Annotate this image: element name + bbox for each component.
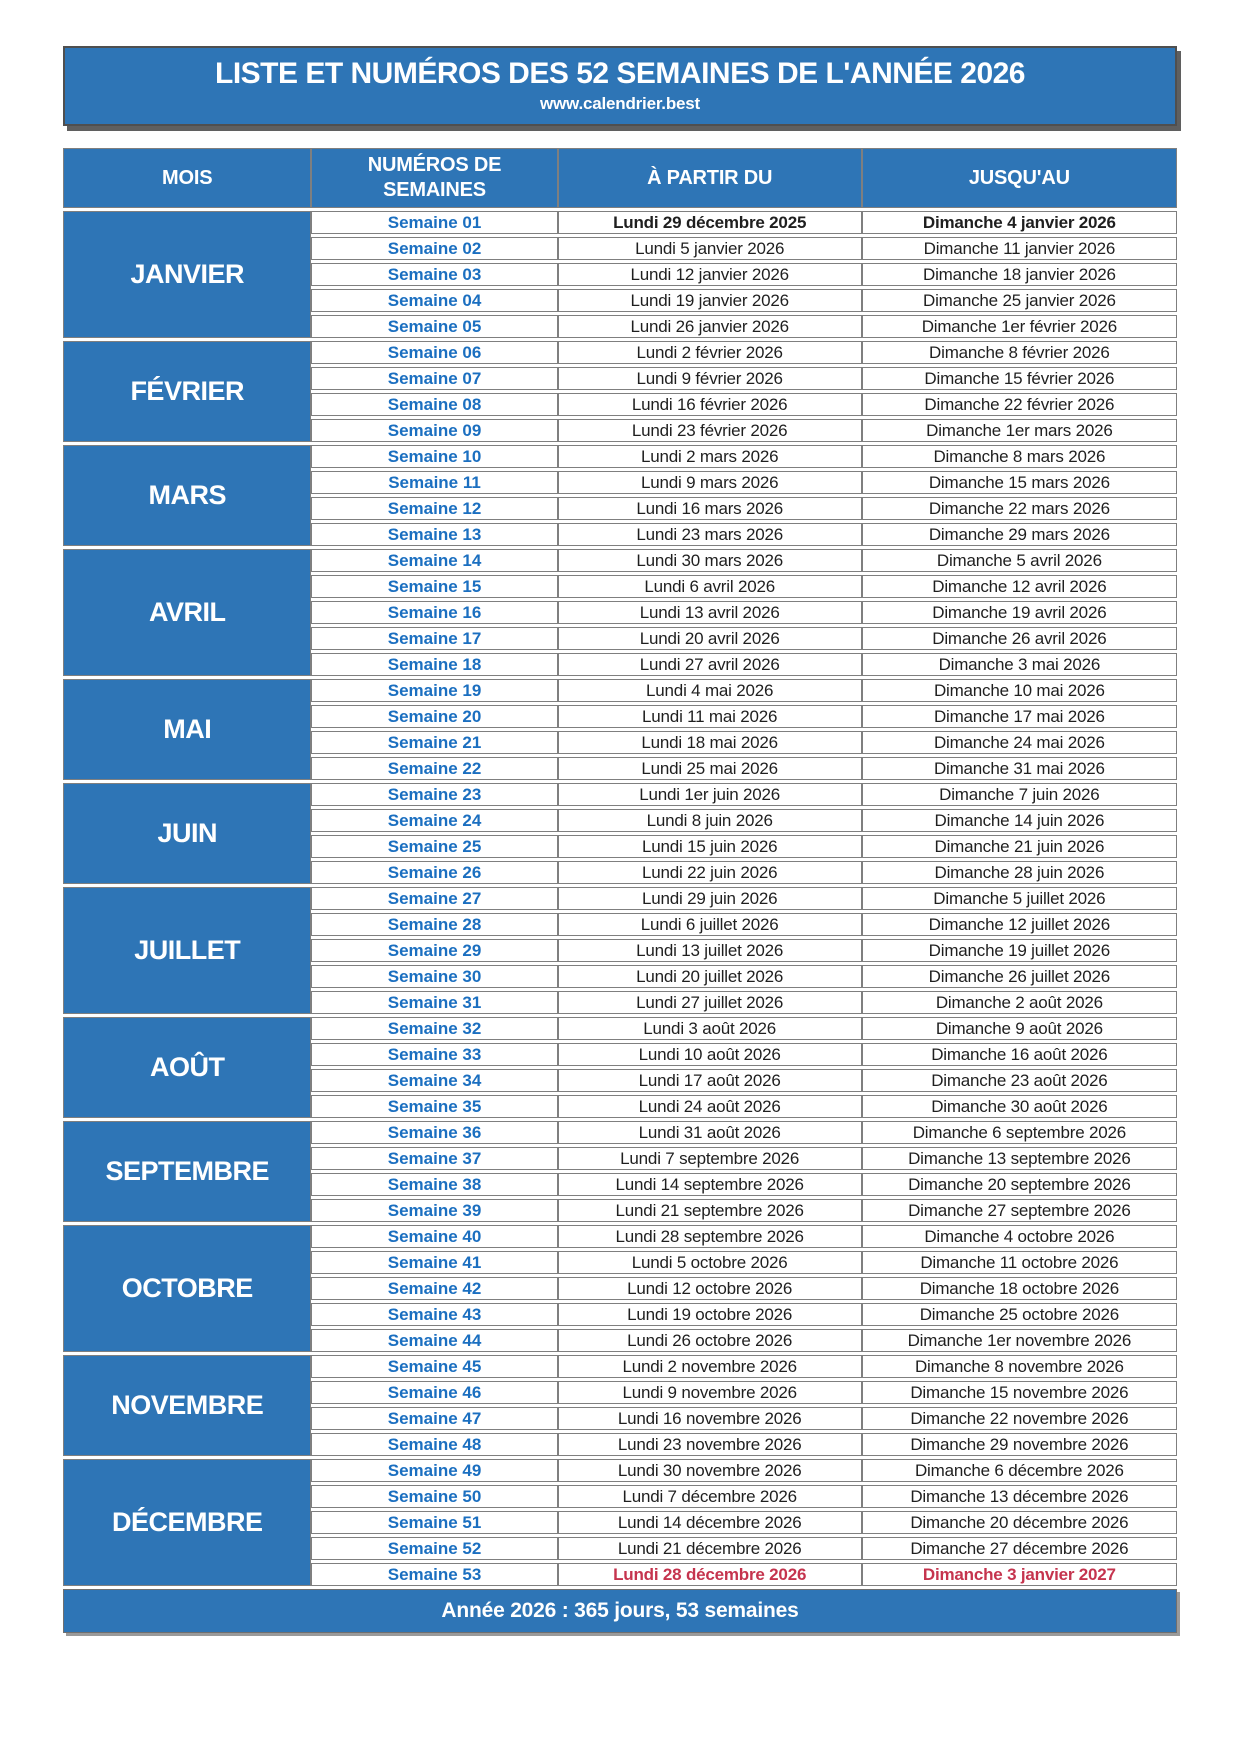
table-header-row xyxy=(63,148,1177,208)
week-number-link[interactable]: Semaine 09 xyxy=(311,419,557,442)
week-end-date: Dimanche 22 mars 2026 xyxy=(862,497,1177,520)
page-title: LISTE ET NUMÉROS DES 52 SEMAINES DE L'ANNÉE 2026 xyxy=(215,57,1025,90)
week-row xyxy=(63,1017,1177,1040)
week-number-link[interactable]: Semaine 21 xyxy=(311,731,557,754)
week-number-link[interactable]: Semaine 48 xyxy=(311,1433,557,1456)
table-header-to: JUSQU'AU xyxy=(862,148,1177,208)
week-start-date: Lundi 14 septembre 2026 xyxy=(558,1173,862,1196)
week-number-link[interactable]: Semaine 47 xyxy=(311,1407,557,1430)
week-end-date: Dimanche 26 juillet 2026 xyxy=(862,965,1177,988)
week-start-date: Lundi 23 novembre 2026 xyxy=(558,1433,862,1456)
week-start-date: Lundi 9 février 2026 xyxy=(558,367,862,390)
week-start-date: Lundi 9 mars 2026 xyxy=(558,471,862,494)
week-start-date: Lundi 26 janvier 2026 xyxy=(558,315,862,338)
week-number-link[interactable]: Semaine 51 xyxy=(311,1511,557,1534)
week-end-date: Dimanche 8 novembre 2026 xyxy=(862,1355,1177,1378)
week-start-date: Lundi 27 avril 2026 xyxy=(558,653,862,676)
week-number-link[interactable]: Semaine 41 xyxy=(311,1251,557,1274)
week-end-date: Dimanche 11 janvier 2026 xyxy=(862,237,1177,260)
week-end-date: Dimanche 1er février 2026 xyxy=(862,315,1177,338)
week-number-link[interactable]: Semaine 35 xyxy=(311,1095,557,1118)
week-start-date: Lundi 8 juin 2026 xyxy=(558,809,862,832)
week-end-date: Dimanche 8 mars 2026 xyxy=(862,445,1177,468)
week-start-date: Lundi 7 décembre 2026 xyxy=(558,1485,862,1508)
week-number-link[interactable]: Semaine 34 xyxy=(311,1069,557,1092)
week-start-date: Lundi 7 septembre 2026 xyxy=(558,1147,862,1170)
week-start-date: Lundi 19 janvier 2026 xyxy=(558,289,862,312)
week-end-date: Dimanche 18 janvier 2026 xyxy=(862,263,1177,286)
week-end-date: Dimanche 27 septembre 2026 xyxy=(862,1199,1177,1222)
month-cell-fevrier: FÉVRIER xyxy=(63,341,311,442)
week-row xyxy=(63,1459,1177,1482)
week-start-date: Lundi 23 février 2026 xyxy=(558,419,862,442)
week-number-link[interactable]: Semaine 30 xyxy=(311,965,557,988)
week-end-date: Dimanche 18 octobre 2026 xyxy=(862,1277,1177,1300)
week-number-link[interactable]: Semaine 31 xyxy=(311,991,557,1014)
week-start-date: Lundi 29 juin 2026 xyxy=(558,887,862,910)
week-number-link[interactable]: Semaine 15 xyxy=(311,575,557,598)
week-number-link[interactable]: Semaine 01 xyxy=(311,211,557,234)
week-end-date: Dimanche 5 juillet 2026 xyxy=(862,887,1177,910)
week-number-link[interactable]: Semaine 16 xyxy=(311,601,557,624)
week-end-date: Dimanche 14 juin 2026 xyxy=(862,809,1177,832)
week-row xyxy=(63,1121,1177,1144)
week-start-date: Lundi 21 décembre 2026 xyxy=(558,1537,862,1560)
week-row xyxy=(63,1355,1177,1378)
week-end-date: Dimanche 24 mai 2026 xyxy=(862,731,1177,754)
week-row xyxy=(63,887,1177,910)
week-end-date: Dimanche 1er mars 2026 xyxy=(862,419,1177,442)
week-end-date: Dimanche 8 février 2026 xyxy=(862,341,1177,364)
week-start-date: Lundi 1er juin 2026 xyxy=(558,783,862,806)
week-number-link[interactable]: Semaine 05 xyxy=(311,315,557,338)
week-row xyxy=(63,211,1177,234)
week-end-date: Dimanche 26 avril 2026 xyxy=(862,627,1177,650)
week-number-link[interactable]: Semaine 49 xyxy=(311,1459,557,1482)
week-number-link[interactable]: Semaine 20 xyxy=(311,705,557,728)
week-end-date: Dimanche 15 novembre 2026 xyxy=(862,1381,1177,1404)
week-number-link[interactable]: Semaine 50 xyxy=(311,1485,557,1508)
table-footer-row xyxy=(63,1589,1177,1633)
week-number-link[interactable]: Semaine 46 xyxy=(311,1381,557,1404)
week-start-date: Lundi 20 avril 2026 xyxy=(558,627,862,650)
week-end-date: Dimanche 20 décembre 2026 xyxy=(862,1511,1177,1534)
year-summary: Année 2026 : 365 jours, 53 semaines xyxy=(63,1589,1177,1633)
week-number-link[interactable]: Semaine 13 xyxy=(311,523,557,546)
week-end-date: Dimanche 27 décembre 2026 xyxy=(862,1537,1177,1560)
week-number-link[interactable]: Semaine 03 xyxy=(311,263,557,286)
week-start-date: Lundi 26 octobre 2026 xyxy=(558,1329,862,1352)
week-start-date: Lundi 24 août 2026 xyxy=(558,1095,862,1118)
week-start-date: Lundi 23 mars 2026 xyxy=(558,523,862,546)
week-start-date: Lundi 13 avril 2026 xyxy=(558,601,862,624)
week-start-date: Lundi 25 mai 2026 xyxy=(558,757,862,780)
week-end-date: Dimanche 2 août 2026 xyxy=(862,991,1177,1014)
week-end-date: Dimanche 3 mai 2026 xyxy=(862,653,1177,676)
week-end-date: Dimanche 16 août 2026 xyxy=(862,1043,1177,1066)
week-start-date: Lundi 6 avril 2026 xyxy=(558,575,862,598)
week-start-date: Lundi 12 octobre 2026 xyxy=(558,1277,862,1300)
week-end-date: Dimanche 25 janvier 2026 xyxy=(862,289,1177,312)
month-cell-novembre: NOVEMBRE xyxy=(63,1355,311,1456)
week-number-link[interactable]: Semaine 12 xyxy=(311,497,557,520)
week-number-link[interactable]: Semaine 22 xyxy=(311,757,557,780)
week-end-date: Dimanche 5 avril 2026 xyxy=(862,549,1177,572)
table-header-week-numbers: NUMÉROS DE SEMAINES xyxy=(311,148,557,208)
week-start-date: Lundi 3 août 2026 xyxy=(558,1017,862,1040)
week-number-link[interactable]: Semaine 07 xyxy=(311,367,557,390)
week-end-date: Dimanche 23 août 2026 xyxy=(862,1069,1177,1092)
week-start-date: Lundi 16 mars 2026 xyxy=(558,497,862,520)
week-start-date: Lundi 2 février 2026 xyxy=(558,341,862,364)
week-end-date: Dimanche 22 novembre 2026 xyxy=(862,1407,1177,1430)
week-start-date: Lundi 14 décembre 2026 xyxy=(558,1511,862,1534)
week-start-date: Lundi 11 mai 2026 xyxy=(558,705,862,728)
week-start-date: Lundi 15 juin 2026 xyxy=(558,835,862,858)
week-number-link[interactable]: Semaine 29 xyxy=(311,939,557,962)
week-start-date: Lundi 19 octobre 2026 xyxy=(558,1303,862,1326)
week-number-link[interactable]: Semaine 32 xyxy=(311,1017,557,1040)
website-link[interactable]: www.calendrier.best xyxy=(540,94,700,113)
month-cell-avril: AVRIL xyxy=(63,549,311,676)
week-row xyxy=(63,783,1177,806)
week-number-link[interactable]: Semaine 43 xyxy=(311,1303,557,1326)
week-end-date: Dimanche 7 juin 2026 xyxy=(862,783,1177,806)
week-start-date: Lundi 21 septembre 2026 xyxy=(558,1199,862,1222)
week-end-date: Dimanche 29 mars 2026 xyxy=(862,523,1177,546)
week-start-date: Lundi 22 juin 2026 xyxy=(558,861,862,884)
week-end-date: Dimanche 19 juillet 2026 xyxy=(862,939,1177,962)
week-number-link[interactable]: Semaine 40 xyxy=(311,1225,557,1248)
month-cell-mai: MAI xyxy=(63,679,311,780)
week-number-link[interactable]: Semaine 44 xyxy=(311,1329,557,1352)
week-number-link[interactable]: Semaine 42 xyxy=(311,1277,557,1300)
table-header-from: À PARTIR DU xyxy=(558,148,862,208)
week-number-link[interactable]: Semaine 14 xyxy=(311,549,557,572)
week-end-date: Dimanche 4 octobre 2026 xyxy=(862,1225,1177,1248)
week-start-date: Lundi 28 septembre 2026 xyxy=(558,1225,862,1248)
week-end-date: Dimanche 4 janvier 2026 xyxy=(862,211,1177,234)
week-end-date: Dimanche 17 mai 2026 xyxy=(862,705,1177,728)
week-number-link[interactable]: Semaine 25 xyxy=(311,835,557,858)
week-row xyxy=(63,549,1177,572)
week-end-date: Dimanche 30 août 2026 xyxy=(862,1095,1177,1118)
week-end-date: Dimanche 13 septembre 2026 xyxy=(862,1147,1177,1170)
week-row xyxy=(63,1225,1177,1248)
week-end-date: Dimanche 12 juillet 2026 xyxy=(862,913,1177,936)
week-start-date: Lundi 5 janvier 2026 xyxy=(558,237,862,260)
weeks-table xyxy=(63,145,1177,1636)
week-end-date: Dimanche 22 février 2026 xyxy=(862,393,1177,416)
week-number-link[interactable]: Semaine 11 xyxy=(311,471,557,494)
week-start-date: Lundi 16 février 2026 xyxy=(558,393,862,416)
week-end-date: Dimanche 6 septembre 2026 xyxy=(862,1121,1177,1144)
week-number-link[interactable]: Semaine 53 xyxy=(311,1563,557,1586)
week-end-date: Dimanche 15 février 2026 xyxy=(862,367,1177,390)
week-number-link[interactable]: Semaine 52 xyxy=(311,1537,557,1560)
month-cell-juillet: JUILLET xyxy=(63,887,311,1014)
week-number-link[interactable]: Semaine 02 xyxy=(311,237,557,260)
week-row xyxy=(63,341,1177,364)
month-cell-juin: JUIN xyxy=(63,783,311,884)
week-end-date: Dimanche 25 octobre 2026 xyxy=(862,1303,1177,1326)
week-number-link[interactable]: Semaine 06 xyxy=(311,341,557,364)
week-start-date: Lundi 29 décembre 2025 xyxy=(558,211,862,234)
week-start-date: Lundi 12 janvier 2026 xyxy=(558,263,862,286)
week-number-link[interactable]: Semaine 38 xyxy=(311,1173,557,1196)
week-number-link[interactable]: Semaine 18 xyxy=(311,653,557,676)
week-start-date: Lundi 5 octobre 2026 xyxy=(558,1251,862,1274)
week-end-date: Dimanche 6 décembre 2026 xyxy=(862,1459,1177,1482)
month-cell-septembre: SEPTEMBRE xyxy=(63,1121,311,1222)
week-start-date: Lundi 10 août 2026 xyxy=(558,1043,862,1066)
week-number-link[interactable]: Semaine 17 xyxy=(311,627,557,650)
week-number-link[interactable]: Semaine 27 xyxy=(311,887,557,910)
week-number-link[interactable]: Semaine 28 xyxy=(311,913,557,936)
month-cell-mars: MARS xyxy=(63,445,311,546)
week-end-date: Dimanche 29 novembre 2026 xyxy=(862,1433,1177,1456)
week-start-date: Lundi 28 décembre 2026 xyxy=(558,1563,862,1586)
week-end-date: Dimanche 12 avril 2026 xyxy=(862,575,1177,598)
week-start-date: Lundi 17 août 2026 xyxy=(558,1069,862,1092)
week-end-date: Dimanche 15 mars 2026 xyxy=(862,471,1177,494)
week-end-date: Dimanche 20 septembre 2026 xyxy=(862,1173,1177,1196)
week-number-link[interactable]: Semaine 10 xyxy=(311,445,557,468)
week-start-date: Lundi 31 août 2026 xyxy=(558,1121,862,1144)
week-end-date: Dimanche 13 décembre 2026 xyxy=(862,1485,1177,1508)
week-number-link[interactable]: Semaine 08 xyxy=(311,393,557,416)
week-number-link[interactable]: Semaine 04 xyxy=(311,289,557,312)
week-start-date: Lundi 30 novembre 2026 xyxy=(558,1459,862,1482)
month-cell-octobre: OCTOBRE xyxy=(63,1225,311,1352)
week-start-date: Lundi 16 novembre 2026 xyxy=(558,1407,862,1430)
week-start-date: Lundi 20 juillet 2026 xyxy=(558,965,862,988)
week-end-date: Dimanche 19 avril 2026 xyxy=(862,601,1177,624)
title-banner xyxy=(63,46,1177,126)
month-cell-decembre: DÉCEMBRE xyxy=(63,1459,311,1586)
week-end-date: Dimanche 1er novembre 2026 xyxy=(862,1329,1177,1352)
week-end-date: Dimanche 28 juin 2026 xyxy=(862,861,1177,884)
week-number-link[interactable]: Semaine 39 xyxy=(311,1199,557,1222)
week-number-link[interactable]: Semaine 24 xyxy=(311,809,557,832)
week-end-date: Dimanche 3 janvier 2027 xyxy=(862,1563,1177,1586)
week-end-date: Dimanche 11 octobre 2026 xyxy=(862,1251,1177,1274)
week-number-link[interactable]: Semaine 23 xyxy=(311,783,557,806)
table-header-month: MOIS xyxy=(63,148,311,208)
week-start-date: Lundi 27 juillet 2026 xyxy=(558,991,862,1014)
week-number-link[interactable]: Semaine 33 xyxy=(311,1043,557,1066)
week-start-date: Lundi 2 novembre 2026 xyxy=(558,1355,862,1378)
week-end-date: Dimanche 9 août 2026 xyxy=(862,1017,1177,1040)
week-number-link[interactable]: Semaine 45 xyxy=(311,1355,557,1378)
week-start-date: Lundi 13 juillet 2026 xyxy=(558,939,862,962)
week-number-link[interactable]: Semaine 19 xyxy=(311,679,557,702)
week-start-date: Lundi 18 mai 2026 xyxy=(558,731,862,754)
week-end-date: Dimanche 10 mai 2026 xyxy=(862,679,1177,702)
week-number-link[interactable]: Semaine 37 xyxy=(311,1147,557,1170)
week-end-date: Dimanche 31 mai 2026 xyxy=(862,757,1177,780)
week-number-link[interactable]: Semaine 26 xyxy=(311,861,557,884)
week-row xyxy=(63,445,1177,468)
week-start-date: Lundi 9 novembre 2026 xyxy=(558,1381,862,1404)
week-row xyxy=(63,679,1177,702)
week-start-date: Lundi 2 mars 2026 xyxy=(558,445,862,468)
week-start-date: Lundi 30 mars 2026 xyxy=(558,549,862,572)
month-cell-janvier: JANVIER xyxy=(63,211,311,338)
week-start-date: Lundi 4 mai 2026 xyxy=(558,679,862,702)
week-start-date: Lundi 6 juillet 2026 xyxy=(558,913,862,936)
week-number-link[interactable]: Semaine 36 xyxy=(311,1121,557,1144)
week-end-date: Dimanche 21 juin 2026 xyxy=(862,835,1177,858)
month-cell-aout: AOÛT xyxy=(63,1017,311,1118)
